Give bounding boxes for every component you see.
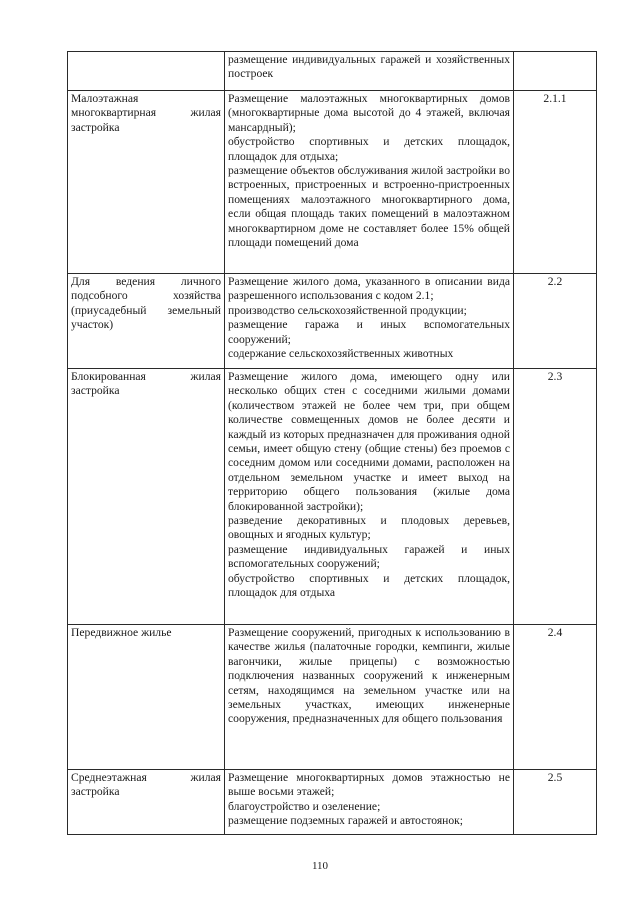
description-line: Размещение сооружений, пригодных к использованию в качестве жилья (палаточные городки, кемпинги, жилые вагончики, жилые прицепы) с возможностью подключения названных сооружений к инженерным сетям, находящимся на земельном участке или на земельных участках, имеющих инженерные сооружения, предназначенных для общего пользования bbox=[228, 626, 510, 726]
use-name-cell: Блокированная жилая застройка bbox=[68, 369, 225, 625]
use-description-cell bbox=[225, 91, 514, 274]
use-name-cell: Передвижное жилье bbox=[68, 625, 225, 770]
use-code-cell: 2.4 bbox=[514, 625, 597, 770]
table-row bbox=[68, 369, 597, 625]
description-line: Размещение жилого дома, указанного в описании вида разрешенного использования с кодом 2.1; bbox=[228, 275, 510, 303]
use-description-cell bbox=[225, 274, 514, 369]
table-row bbox=[68, 91, 597, 274]
use-name-cell bbox=[68, 52, 225, 91]
description-line: Размещение многоквартирных домов этажностью не выше восьми этажей; bbox=[228, 771, 510, 799]
table-row bbox=[68, 770, 597, 835]
use-name-cell: Малоэтажная многоквартирная жилая застройка bbox=[68, 91, 225, 274]
use-code-cell: 2.5 bbox=[514, 770, 597, 835]
description-line: разведение декоративных и плодовых деревьев, овощных и ягодных культур; bbox=[228, 514, 510, 542]
description-line: производство сельскохозяйственной продукции; bbox=[228, 303, 467, 317]
description-line: обустройство спортивных и детских площадок, площадок для отдыха bbox=[228, 571, 510, 600]
description-line: размещение объектов обслуживания жилой застройки во встроенных, пристроенных и встроенно-пристроенных помещениях малоэтажного многоквартирного дома, если общая площадь таких помещений в малоэтажном многоквартирном доме не составляет более 15% общей площади помещений дома bbox=[228, 164, 510, 250]
use-description-cell bbox=[225, 369, 514, 625]
use-name-cell: Для ведения личного подсобного хозяйства (приусадебный земельный участок) bbox=[68, 274, 225, 369]
use-name-cell: Среднеэтажная жилая застройка bbox=[68, 770, 225, 835]
description-line: размещение индивидуальных гаражей и хозяйственных построек bbox=[228, 53, 510, 81]
page-number: 110 bbox=[311, 860, 329, 872]
use-description-cell bbox=[225, 625, 514, 770]
description-line: Размещение малоэтажных многоквартирных домов (многоквартирные дома высотой до 4 этажей, включая мансардный); bbox=[228, 92, 510, 134]
description-line: размещение гаража и иных вспомогательных сооружений; bbox=[228, 318, 510, 346]
table-row bbox=[68, 52, 597, 91]
use-code-cell: 2.2 bbox=[514, 274, 597, 369]
description-line: обустройство спортивных и детских площадок, площадок для отдыха; bbox=[228, 135, 510, 163]
land-use-table bbox=[67, 51, 597, 835]
description-line: благоустройство и озеленение; bbox=[228, 799, 381, 813]
table-row bbox=[68, 625, 597, 770]
table-row bbox=[68, 274, 597, 369]
description-line: размещение подземных гаражей и автостоянок; bbox=[228, 814, 464, 828]
use-description-cell bbox=[225, 52, 514, 91]
use-code-cell: 2.1.1 bbox=[514, 91, 597, 274]
description-line: размещение индивидуальных гаражей и иных вспомогательных сооружений; bbox=[228, 542, 510, 571]
use-code-cell: 2.3 bbox=[514, 369, 597, 625]
use-description-cell bbox=[225, 770, 514, 835]
use-code-cell bbox=[514, 52, 597, 91]
description-line: Размещение жилого дома, имеющего одну или несколько общих стен с соседними жилыми домами (количеством этажей не более чем три, при общем количестве совмещенных домов не более десяти и каждый из которых предназначен для проживания одной семьи, имеет общую стену (общие стены) без проемов с соседним домом или соседними домами, расположен на отдельном земельном участке и имеет выход на территорию общего пользования (жилые дома блокированной застройки); bbox=[228, 370, 510, 513]
description-line: содержание сельскохозяйственных животных bbox=[228, 347, 454, 361]
